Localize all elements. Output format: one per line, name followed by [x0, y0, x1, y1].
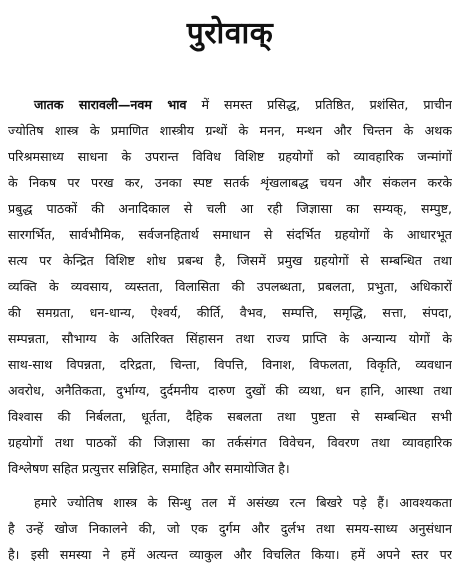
paragraph-line: विश्लेषण सहित प्रत्युत्तर सन्निहित, समाहित और समायोजित है। — [8, 461, 290, 476]
paragraph-line: है उन्हें खोज निकालने की, जो एक दुर्गम और दुर्लभ तथा समय-साध्य अनुसंधान — [8, 521, 452, 536]
lead-phrase: जातक सारावली—नवम भाव — [34, 97, 187, 112]
paragraph-line: सम्पन्नता, सौभाग्य के अतिरिक्त सिंहासन तथा राज्य प्राप्ति के अन्यान्य योगों के — [8, 331, 452, 346]
paragraph-line: हमारे ज्योतिष शास्त्र के सिन्धु तल में असंख्य रत्न बिखरे पड़े हैं। आवश्यकता — [34, 495, 452, 510]
paragraph-line: साथ-साथ विपन्नता, दरिद्रता, चिन्ता, विपत्ति, विनाश, विफलता, विकृति, व्यवधान — [8, 357, 452, 372]
paragraph-line: ग्रहयोगों तथा पाठकों की जिज्ञासा का तर्कसंगत विवेचन, विवरण तथा व्यावहारिक — [8, 435, 452, 450]
paragraph-line: की समग्रता, धन-धान्य, ऐश्वर्य, कीर्ति, वैभव, सम्पत्ति, समृद्धि, सत्ता, संपदा, — [8, 305, 452, 320]
lead-rest: में समस्त प्रसिद्ध, प्रतिष्ठित, प्रशंसित, प्राचीन — [186, 97, 452, 112]
paragraph-line: अवरोध, अनैतिकता, दुर्भाग्य, दुर्दमनीय दारुण दुखों की व्यथा, धन हानि, आस्था तथा — [8, 383, 452, 398]
paragraph-2 — [8, 490, 452, 568]
paragraph-line: परिश्रमसाध्य साधना के उपरान्त विविध विशिष्ट ग्रहयोगों को व्यावहारिक जन्मांगों — [8, 149, 452, 164]
paragraph-spacer — [8, 482, 452, 490]
paragraph-line: प्रबुद्ध पाठकों की अनादिकाल से चली आ रही जिज्ञासा का सम्यक्, सम्पुष्ट, — [8, 201, 452, 216]
paragraph-line: ज्योतिष शास्त्र के प्रमाणित शास्त्रीय ग्रन्थों के मनन, मन्थन और चिन्तन के अथक — [8, 123, 452, 138]
paragraph-line: है। इसी समस्या ने हमें अत्यन्त व्याकुल और विचलित किया। हमें अपने स्तर पर — [8, 547, 452, 562]
paragraph-line: विश्वास की निर्बलता, धूर्तता, दैहिक सबलता तथा पुष्टता से सम्बन्धित सभी — [8, 409, 452, 424]
paragraph-line: व्यक्ति के व्यवसाय, व्यस्तता, विलासिता की उपलब्धता, प्रबलता, प्रभुता, अधिकारों — [8, 279, 452, 294]
page-title: पुरोवाक् — [186, 16, 274, 51]
paragraph-line: सत्य पर केन्द्रित विशिष्ट शोध प्रबन्ध है, जिसमें प्रमुख ग्रहयोगों से सम्बन्धित तथा — [8, 253, 452, 268]
paragraph-1 — [8, 92, 452, 482]
paragraph-line — [8, 92, 452, 118]
paragraph-line: सारगर्भित, सार्वभौमिक, सर्वजनहितार्थ समाधान से संदर्भित ग्रहयोगों के आधारभूत — [8, 227, 452, 242]
paragraph-line: के निकष पर परख कर, उनका स्पष्ट सतर्क शृंखलाबद्ध चयन और संकलन करके — [8, 175, 452, 190]
